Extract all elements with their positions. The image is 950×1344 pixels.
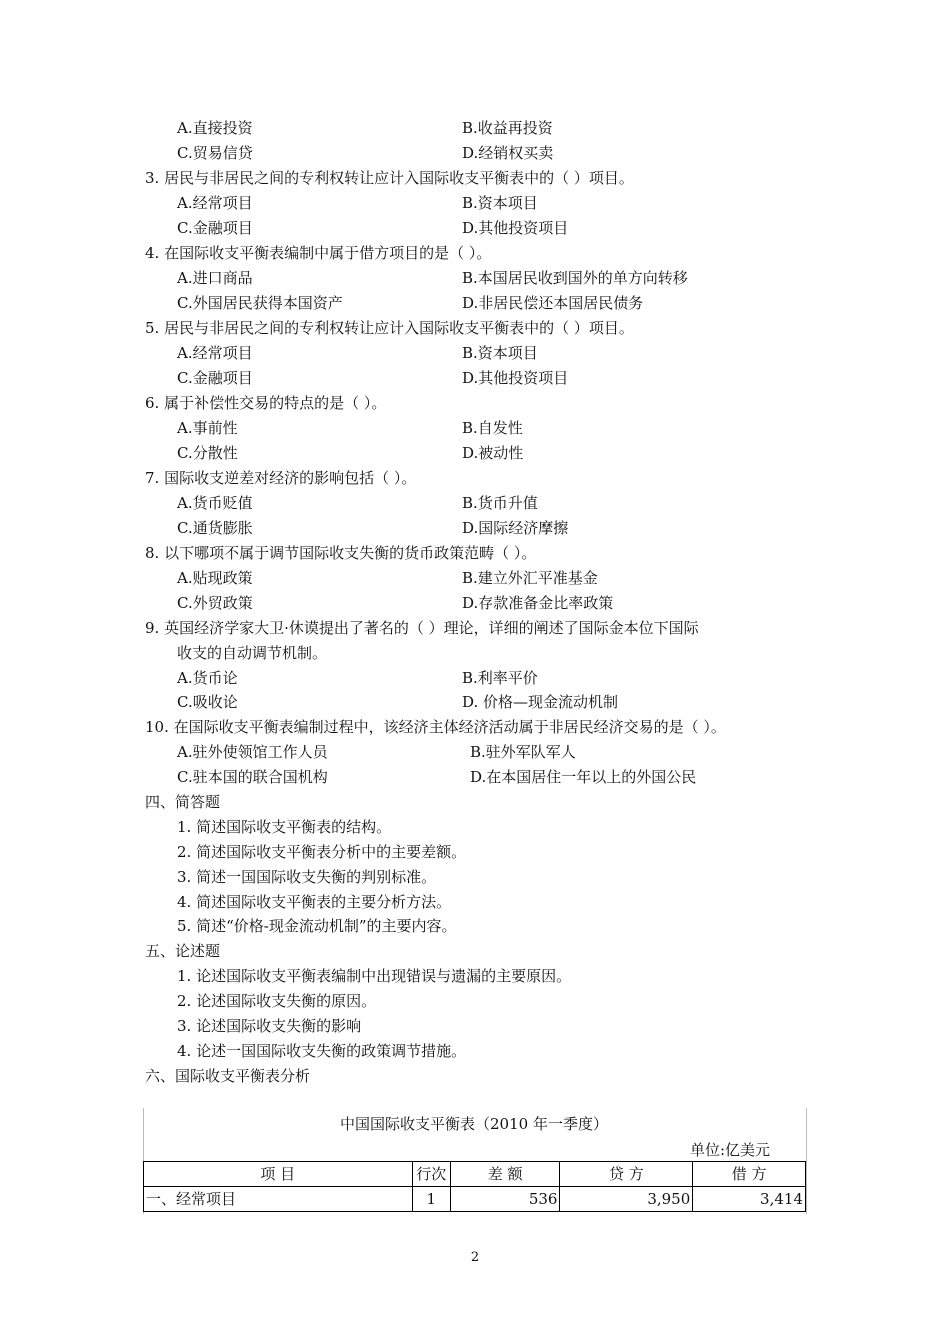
option-d: D.被动性 (462, 444, 524, 462)
list-item: 1. 论述国际收支平衡表编制中出现错误与遗漏的主要原因。 (177, 967, 572, 985)
question-10: 10. 在国际收支平衡表编制过程中，该经济主体经济活动属于非居民经济交易的是（ ）。 (145, 718, 726, 736)
option-c: C.驻本国的联合国机构 (177, 768, 328, 786)
option-d: D.经销权买卖 (462, 144, 554, 162)
question-3: 3. 居民与非居民之间的专利权转让应计入国际收支平衡表中的（ ）项目。 (145, 169, 634, 187)
option-b: B.本国居民收到国外的单方向转移 (462, 269, 688, 287)
list-item: 2. 简述国际收支平衡表分析中的主要差额。 (177, 843, 467, 861)
option-c: C.外贸政策 (177, 594, 253, 612)
option-c: C.吸收论 (177, 693, 238, 711)
question-6: 6. 属于补偿性交易的特点的是（ ）。 (145, 394, 387, 412)
list-item: 2. 论述国际收支失衡的原因。 (177, 992, 377, 1010)
question-9-continued: 收支的自动调节机制。 (177, 644, 328, 662)
option-d: D.其他投资项目 (462, 369, 569, 387)
column-header: 贷 方 (560, 1162, 693, 1187)
option-c: C.金融项目 (177, 219, 253, 237)
column-header: 行次 (412, 1162, 450, 1187)
option-b: B.资本项目 (462, 194, 538, 212)
option-d: D.国际经济摩擦 (462, 519, 569, 537)
question-7: 7. 国际收支逆差对经济的影响包括（ ）。 (145, 469, 417, 487)
question-9: 9. 英国经济学家大卫·休谟提出了著名的（ ）理论，详细的阐述了国际金本位下国际 (145, 619, 699, 637)
option-c: C.通货膨胀 (177, 519, 253, 537)
table-row (144, 1187, 806, 1212)
column-header: 差 额 (450, 1162, 560, 1187)
option-c: C.外国居民获得本国资产 (177, 294, 343, 312)
option-a: A.经常项目 (177, 344, 253, 362)
table-cell: 536 (450, 1187, 560, 1212)
option-a: A.贴现政策 (177, 569, 253, 587)
option-d: D.在本国居住一年以上的外国公民 (470, 768, 697, 786)
list-item: 1. 简述国际收支平衡表的结构。 (177, 818, 392, 836)
option-b: B.利率平价 (462, 669, 538, 687)
option-b: B.自发性 (462, 419, 523, 437)
list-item: 4. 论述一国国际收支失衡的政策调节措施。 (177, 1042, 467, 1060)
option-b: B.资本项目 (462, 344, 538, 362)
question-8: 8. 以下哪项不属于调节国际收支失衡的货币政策范畴（ ）。 (145, 544, 537, 562)
table-title: 中国国际收支平衡表（2010 年一季度） (340, 1115, 608, 1133)
option-b: B.收益再投资 (462, 119, 553, 137)
option-c: C.分散性 (177, 444, 238, 462)
option-b: B.驻外军队军人 (470, 743, 576, 761)
option-a: A.经常项目 (177, 194, 253, 212)
question-4: 4. 在国际收支平衡表编制中属于借方项目的是（ ）。 (145, 244, 492, 262)
option-b: B.货币升值 (462, 494, 538, 512)
option-d: D. 价格—现金流动机制 (462, 693, 619, 711)
option-d: D.其他投资项目 (462, 219, 569, 237)
option-d: D.非居民偿还本国居民债务 (462, 294, 644, 312)
option-c: C.贸易信贷 (177, 144, 253, 162)
option-c: C.金融项目 (177, 369, 253, 387)
table-cell: 一、经常项目 (144, 1187, 413, 1212)
section-heading-analysis: 六、国际收支平衡表分析 (145, 1067, 311, 1085)
list-item: 5. 简述“价格-现金流动机制”的主要内容。 (177, 917, 457, 935)
section-heading-essay: 五、论述题 (145, 942, 221, 960)
table-unit: 单位:亿美元 (689, 1141, 770, 1159)
table-cell: 3,950 (560, 1187, 693, 1212)
table-cell: 3,414 (693, 1187, 806, 1212)
option-a: A.直接投资 (177, 119, 253, 137)
list-item: 4. 简述国际收支平衡表的主要分析方法。 (177, 893, 452, 911)
option-a: A.进口商品 (177, 269, 253, 287)
list-item: 3. 论述国际收支失衡的影响 (177, 1017, 362, 1035)
option-a: A.驻外使领馆工作人员 (177, 743, 328, 761)
list-item: 3. 简述一国国际收支失衡的判别标准。 (177, 868, 437, 886)
page-number: 2 (470, 1250, 480, 1265)
question-5: 5. 居民与非居民之间的专利权转让应计入国际收支平衡表中的（ ）项目。 (145, 319, 634, 337)
option-a: A.货币贬值 (177, 494, 253, 512)
option-b: B.建立外汇平准基金 (462, 569, 598, 587)
column-header: 项 目 (144, 1162, 413, 1187)
table-cell: 1 (412, 1187, 450, 1212)
section-heading-short-answer: 四、简答题 (145, 793, 221, 811)
option-a: A.货币论 (177, 669, 238, 687)
option-d: D.存款准备金比率政策 (462, 594, 614, 612)
balance-of-payments-table (143, 1161, 806, 1212)
table-header-row (144, 1162, 806, 1187)
column-header: 借 方 (693, 1162, 806, 1187)
option-a: A.事前性 (177, 419, 238, 437)
